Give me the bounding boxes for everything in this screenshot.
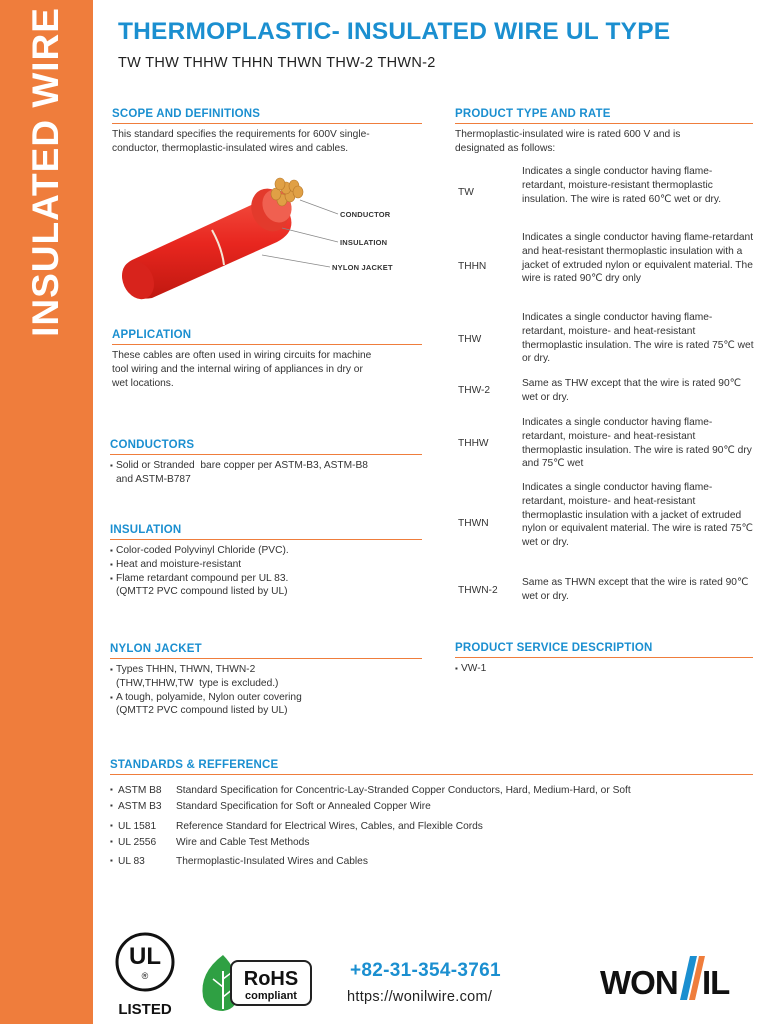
list-item: ▪ Flame retardant compound per UL 83. (QMTT2 PVC compound listed by UL)	[110, 572, 289, 598]
insulation-item: Heat and moisture-resistant	[116, 558, 242, 570]
insulation-body	[110, 540, 422, 599]
list-item: ▪ Solid or Stranded bare copper per ASTM-B3, ASTM-B8 and ASTM-B787	[110, 460, 368, 485]
label-insulation: INSULATION	[340, 238, 388, 247]
product-desc: Indicates a single conductor having flame-retardant, moisture- and heat-resistant thermoplastic insulation. The wire is rated 90℃ dry and 75℃ wet	[522, 417, 752, 470]
wonil-wordmark-right: IL	[702, 964, 730, 1001]
standard-desc: Standard Specification for Concentric-Lay-Stranded Copper Conductors, Hard, Medium-Hard, or Soft	[176, 785, 631, 796]
standard-code: ASTM B3	[118, 801, 162, 812]
rohs-logo	[197, 951, 315, 1013]
standard-desc: Thermoplastic-Insulated Wires and Cables	[176, 856, 368, 867]
nylon-jacket-body	[110, 659, 422, 718]
nylon-item: A tough, polyamide, Nylon outer covering (QMTT2 PVC compound listed by UL)	[116, 691, 302, 717]
conductors-body	[110, 455, 422, 487]
application-line: These cables are often used in wiring circuits for machine	[112, 350, 372, 361]
conductor-item: Solid or Stranded bare copper per ASTM-B3, ASTM-B8 and ASTM-B787	[116, 460, 368, 485]
standards-heading: STANDARDS & REFFERENCE	[110, 759, 753, 775]
service-item: VW-1	[461, 663, 487, 674]
service-body	[455, 658, 753, 676]
product-type-heading: PRODUCT TYPE AND RATE	[455, 108, 753, 124]
product-code: THW-2	[458, 385, 491, 396]
wonil-logo	[598, 952, 753, 1004]
conductors-section	[110, 439, 422, 487]
product-type-intro	[455, 124, 753, 156]
product-code: THHN	[458, 261, 487, 272]
application-section	[112, 329, 422, 390]
wonil-logo-graphic	[598, 952, 753, 1004]
rohs-logo-graphic	[197, 951, 315, 1013]
nylon-jacket-heading: NYLON JACKET	[110, 643, 422, 659]
product-code: THWN-2	[458, 585, 498, 596]
conductors-heading: CONDUCTORS	[110, 439, 422, 455]
standard-code: UL 1581	[118, 821, 157, 832]
product-intro-line: Thermoplastic-insulated wire is rated 600 V and is	[455, 129, 681, 140]
standards-section	[110, 759, 753, 775]
ul-listed-text: LISTED	[118, 1001, 172, 1018]
product-code: THHW	[458, 438, 489, 449]
standard-desc: Wire and Cable Test Methods	[176, 837, 310, 848]
application-line: tool wiring and the internal wiring of appliances in dry or	[112, 363, 363, 375]
product-code: TW	[458, 187, 474, 198]
insulation-heading: INSULATION	[110, 524, 422, 540]
phone-number: +82-31-354-3761	[350, 960, 501, 981]
wire-diagram	[112, 170, 412, 310]
application-heading: APPLICATION	[112, 329, 422, 345]
standard-row: ▪ ASTM B3 Standard Specification for Soft or Annealed Copper Wire	[110, 801, 431, 812]
standard-row: ▪ UL 2556 Wire and Cable Test Methods	[110, 837, 310, 848]
list-item: ▪ Types THHN, THWN, THWN-2 (THW,THHW,TW type is excluded.)	[110, 664, 279, 689]
label-conductor: CONDUCTOR	[340, 210, 391, 219]
product-desc: Indicates a single conductor having flame-retardant, moisture- and heat-resistant thermoplastic insulation. The wire is rated 75℃ wet or dry.	[522, 312, 754, 365]
rohs-title: RoHS	[243, 968, 299, 990]
standard-row: ▪ UL 1581 Reference Standard for Electrical Wires, Cables, and Flexible Cords	[110, 821, 483, 832]
list-item: ▪ Heat and moisture-resistant	[110, 558, 242, 570]
ul-logo-letters: UL	[129, 943, 161, 970]
product-desc: Indicates a single conductor having flame-retardant, moisture- and heat-resistant thermoplastic insulation with a jacket of extruded nylon or equivalent material. The wire is rated 75℃ wet or dry.	[522, 482, 753, 549]
ul-registered-mark: ®	[141, 971, 149, 981]
standard-desc: Reference Standard for Electrical Wires, Cables, and Flexible Cords	[176, 821, 483, 832]
scope-section	[112, 108, 422, 156]
page-title: THERMOPLASTIC- INSULATED WIRE UL TYPE	[118, 18, 671, 45]
product-intro-line: designated as follows:	[455, 142, 556, 154]
nylon-item: Types THHN, THWN, THWN-2 (THW,THHW,TW type is excluded.)	[116, 664, 279, 689]
standard-code: ASTM B8	[118, 785, 162, 796]
website-link[interactable]: https://wonilwire.com/	[347, 989, 493, 1005]
wonil-wordmark-left: WON	[600, 964, 678, 1001]
scope-heading: SCOPE AND DEFINITIONS	[112, 108, 422, 124]
insulation-section	[110, 524, 422, 599]
list-item: ▪ A tough, polyamide, Nylon outer covering (QMTT2 PVC compound listed by UL)	[110, 691, 302, 717]
page-subtitle: TW THW THHW THHN THWN THW-2 THWN-2	[118, 55, 436, 71]
application-line: wet locations.	[112, 377, 174, 389]
product-code: THW	[458, 334, 482, 345]
standard-code: UL 83	[118, 856, 145, 867]
nylon-jacket-section	[110, 643, 422, 718]
product-desc: Same as THWN except that the wire is rated 90℃ wet or dry.	[522, 577, 749, 602]
side-banner-text: INSULATED WIRE	[25, 7, 66, 337]
service-section	[455, 642, 753, 676]
product-desc: Indicates a single conductor having flame-retardant and heat-resistant thermoplastic insulation with a jacket of extruded nylon or equivalent material. The wire is rated 90℃ dry only	[522, 232, 754, 285]
standard-row: ▪ ASTM B8 Standard Specification for Concentric-Lay-Stranded Copper Conductors, Hard, Medium-Hard, or Soft	[110, 785, 631, 796]
ul-logo-graphic	[114, 926, 176, 1018]
list-item: ▪ Color-coded Polyvinyl Chloride (PVC).	[110, 545, 289, 556]
standard-code: UL 2556	[118, 837, 157, 848]
label-nylon-jacket: NYLON JACKET	[332, 263, 393, 272]
product-code: THWN	[458, 518, 489, 529]
ul-listed-logo	[114, 926, 176, 1018]
application-body	[112, 345, 422, 390]
product-type-section	[455, 108, 753, 156]
rohs-subtitle: compliant	[245, 990, 297, 1002]
scope-line: This standard specifies the requirements for 600V single-	[112, 129, 370, 140]
standard-desc: Standard Specification for Soft or Annealed Copper Wire	[176, 801, 431, 812]
list-item: ▪ VW-1	[455, 663, 487, 674]
scope-body	[112, 124, 422, 156]
product-desc: Same as THW except that the wire is rated 90℃ wet or dry.	[522, 378, 742, 403]
side-banner	[0, 0, 93, 1024]
insulation-item: Flame retardant compound per UL 83. (QMTT2 PVC compound listed by UL)	[116, 572, 289, 598]
insulation-item: Color-coded Polyvinyl Chloride (PVC).	[116, 545, 289, 556]
service-heading: PRODUCT SERVICE DESCRIPTION	[455, 642, 753, 658]
product-desc: Indicates a single conductor having flame-retardant, moisture-resistant thermoplastic insulation. The wire is rated 60℃ wet or dry.	[522, 166, 722, 205]
scope-line: conductor, thermoplastic-insulated wires and cables.	[112, 142, 349, 154]
standard-row: ▪ UL 83 Thermoplastic-Insulated Wires and Cables	[110, 856, 368, 867]
